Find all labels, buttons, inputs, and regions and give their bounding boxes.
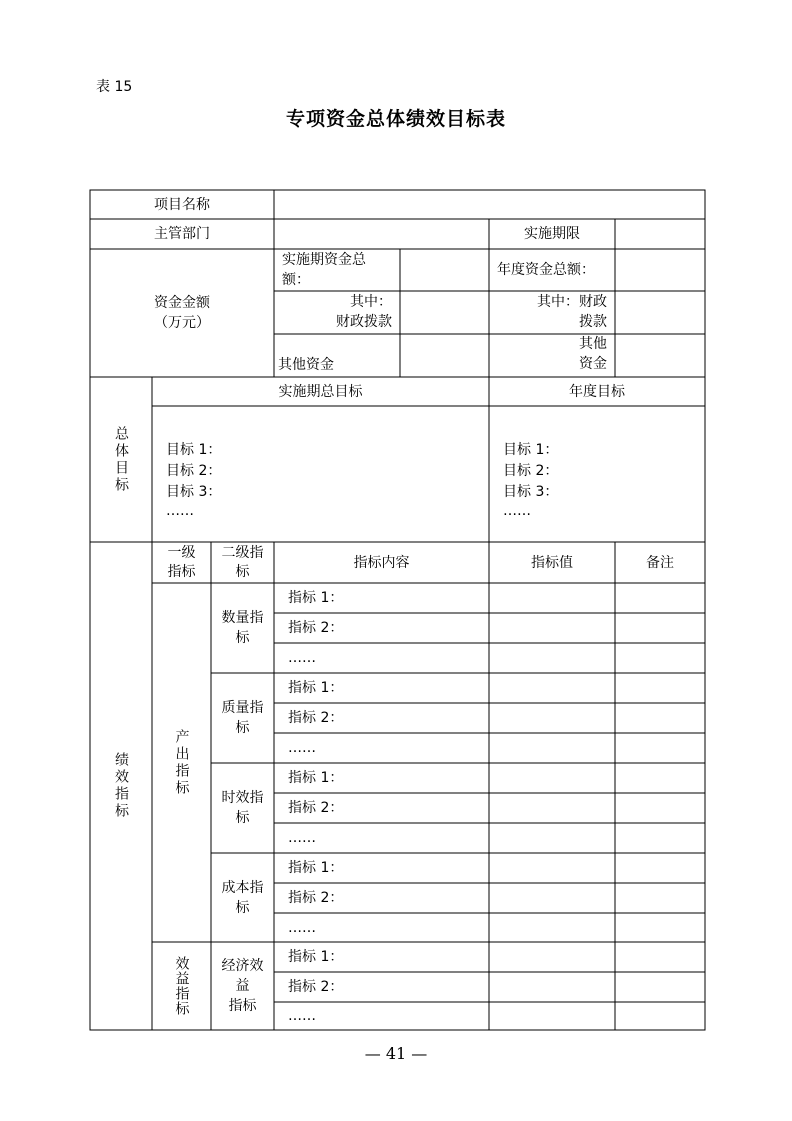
annual-goal-header: 年度目标 <box>569 383 625 400</box>
indicator-item[interactable]: 指标 1： <box>288 770 344 786</box>
page-number: — 41 — <box>364 1044 428 1063</box>
other-left-label: 其他资金 <box>278 357 334 373</box>
indicator-item[interactable]: 指标 2： <box>288 979 344 995</box>
other-left-value[interactable] <box>400 334 489 377</box>
department-value[interactable] <box>274 219 489 249</box>
project-name-value[interactable] <box>274 190 705 219</box>
goal-item: …… <box>166 503 194 519</box>
other-right-label: 其他 资金 <box>579 336 607 372</box>
goal-item: 目标 2： <box>503 463 559 479</box>
indicator-item[interactable]: …… <box>288 740 316 756</box>
indicator-item[interactable]: 指标 2： <box>288 710 344 726</box>
header-remark: 备注 <box>646 554 674 571</box>
table-number: 表 15 <box>96 79 133 95</box>
group-economic-benefit: 经济效 益 指标 <box>221 958 264 1014</box>
indicator-item[interactable]: 指标 1： <box>288 949 344 965</box>
annual-goal-list[interactable] <box>489 406 705 542</box>
header-value: 指标值 <box>531 554 573 571</box>
department-label: 主管部门 <box>154 226 210 242</box>
period-label: 实施期限 <box>524 226 580 242</box>
period-goal-list[interactable] <box>152 406 489 542</box>
indicator-item[interactable]: 指标 1： <box>288 860 344 876</box>
among-right-label: 其中：财政 拨款 <box>537 294 607 330</box>
output-indicator-label: 产出指标 <box>173 728 190 797</box>
among-left-value[interactable] <box>400 291 489 334</box>
indicator-item[interactable]: …… <box>288 919 316 936</box>
header-level1: 一级 指标 <box>167 544 196 580</box>
among-left-label: 其中： 财政拨款 <box>336 294 392 330</box>
header-level2: 二级指 标 <box>221 544 264 580</box>
group-quantity: 数量指 标 <box>221 610 264 646</box>
group-quality: 质量指 标 <box>221 700 264 736</box>
benefit-indicator-label: 效益指标 <box>173 956 190 1016</box>
goal-item: 目标 3： <box>166 484 222 500</box>
overall-goal-label: 总体目标 <box>113 425 129 494</box>
period-total-label: 实施期资金总 额： <box>282 252 366 288</box>
indicator-item[interactable]: …… <box>288 830 316 846</box>
funds-label: 资金金额 （万元） <box>154 295 210 331</box>
period-total-value[interactable] <box>400 249 489 291</box>
indicator-item[interactable]: …… <box>288 1008 316 1024</box>
indicator-item[interactable]: 指标 2： <box>288 890 344 906</box>
goal-item: 目标 1： <box>166 442 222 458</box>
among-right-value[interactable] <box>615 291 705 334</box>
other-right-value[interactable] <box>615 334 705 377</box>
annual-total-value[interactable] <box>615 249 705 291</box>
goal-item: 目标 3： <box>503 484 559 500</box>
period-value[interactable] <box>615 219 705 249</box>
header-content: 指标内容 <box>353 554 410 571</box>
group-timeliness: 时效指 标 <box>221 790 264 826</box>
goal-item: 目标 2： <box>166 463 222 479</box>
indicator-item[interactable]: 指标 1： <box>288 590 344 606</box>
annual-total-label: 年度资金总额： <box>497 262 595 278</box>
indicator-item[interactable]: 指标 1： <box>288 680 344 696</box>
indicator-item[interactable]: …… <box>288 650 316 666</box>
project-name-label: 项目名称 <box>154 196 210 213</box>
goal-item: 目标 1： <box>503 442 559 458</box>
group-cost: 成本指 标 <box>221 879 264 916</box>
goal-item: …… <box>503 503 531 519</box>
indicator-item[interactable]: 指标 2： <box>288 800 344 816</box>
page-title: 专项资金总体绩效目标表 <box>285 108 506 130</box>
indicator-item[interactable]: 指标 2： <box>288 620 344 636</box>
period-goal-header: 实施期总目标 <box>278 383 363 400</box>
performance-indicator-label: 绩效指标 <box>113 752 129 820</box>
